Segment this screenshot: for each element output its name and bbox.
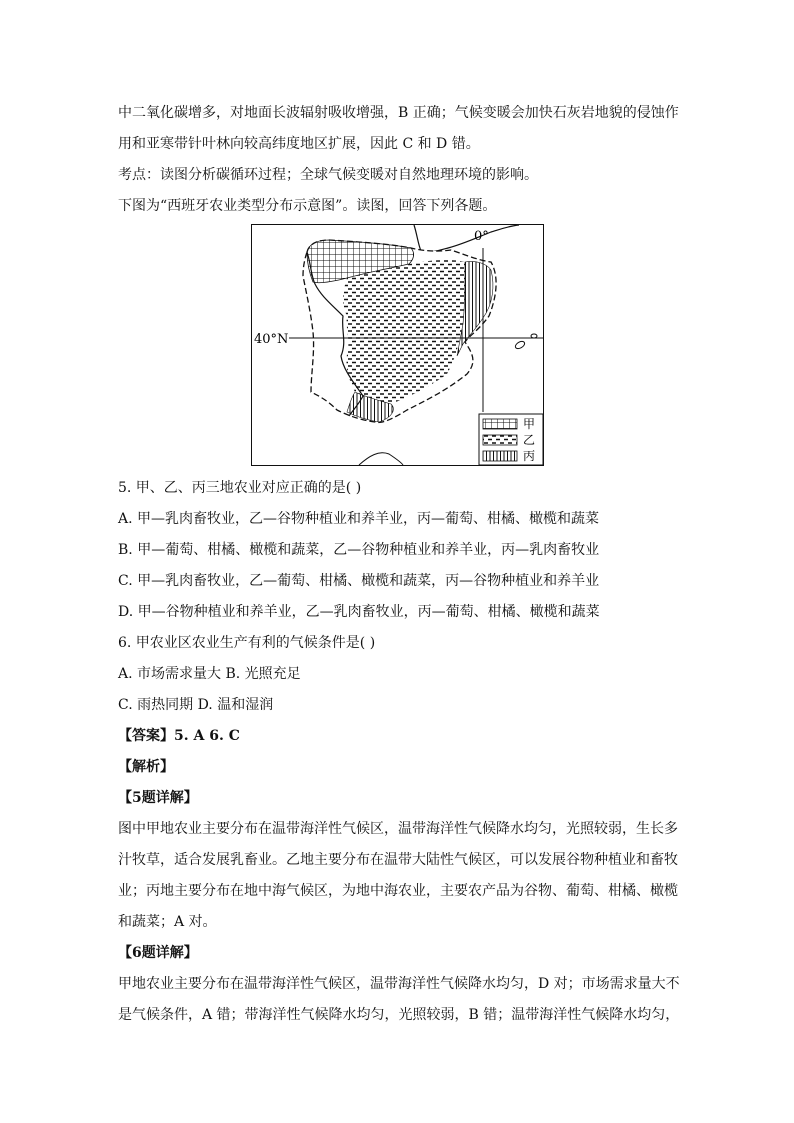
q5-detail-line: 和蔬菜；A 对。 — [118, 914, 217, 930]
q5-detail-line: 汁牧草，适合发展乳畜业。乙地主要分布在温带大陆性气候区，可以发展谷物种植业和畜牧 — [118, 852, 678, 868]
figure-intro: 下图为“西班牙农业类型分布示意图”。读图，回答下列各题。 — [118, 198, 497, 214]
question-5-option-a: A. 甲—乳肉畜牧业，乙—谷物种植业和养羊业，丙—葡萄、柑橘、橄榄和蔬菜 — [118, 511, 600, 527]
question-5-option-b: B. 甲—葡萄、柑橘、橄榄和蔬菜，乙—谷物种植业和养羊业，丙—乳肉畜牧业 — [118, 542, 600, 558]
meridian-label: 0° — [474, 229, 489, 244]
question-6-options-ab: A. 市场需求量大 B. 光照充足 — [118, 666, 301, 682]
parallel-label: 40°N — [254, 332, 289, 347]
q6-detail-line: 是气候条件，A 错；带海洋性气候降水均匀，光照较弱，B 错；温带海洋性气候降水均匀， — [118, 1007, 680, 1023]
q5-detail-line: 图中甲地农业主要分布在温带海洋性气候区，温带海洋性气候降水均匀，光照较弱，生长多 — [118, 821, 678, 837]
question-6-options-cd: C. 雨热同期 D. 温和湿润 — [118, 697, 274, 713]
text-line: 中二氧化碳增多，对地面长波辐射吸收增强，B 正确；气候变暖会加快石灰岩地貌的侵蚀作 — [118, 105, 679, 121]
spain-agriculture-map — [251, 224, 544, 466]
analysis-heading: 【解析】 — [118, 759, 174, 775]
legend-label-jia: 甲 — [523, 417, 536, 431]
question-5-option-c: C. 甲—乳肉畜牧业，乙—葡萄、柑橘、橄榄和蔬菜，丙—谷物种植业和养羊业 — [118, 573, 600, 589]
q6-detail-heading: 【6题详解】 — [118, 945, 198, 961]
legend-swatch-bing — [483, 451, 517, 461]
map-svg — [251, 224, 544, 466]
answer-line: 【答案】5. A 6. C — [118, 728, 240, 744]
question-5-option-d: D. 甲—谷物种植业和养羊业，乙—乳肉畜牧业，丙—葡萄、柑橘、橄榄和蔬菜 — [118, 604, 600, 620]
question-5-stem: 5. 甲、乙、丙三地农业对应正确的是( ) — [118, 480, 362, 496]
legend-swatch-yi — [483, 435, 517, 445]
legend-label-yi: 乙 — [523, 433, 536, 447]
q5-detail-heading: 【5题详解】 — [118, 790, 198, 806]
question-6-stem: 6. 甲农业区农业生产有利的气候条件是( ) — [118, 635, 376, 651]
q6-detail-line: 甲地农业主要分布在温带海洋性气候区，温带海洋性气候降水均匀，D 对；市场需求量大不 — [118, 976, 680, 992]
text-line: 考点：读图分析碳循环过程；全球气候变暖对自然地理环境的影响。 — [118, 167, 538, 183]
q5-detail-line: 业；丙地主要分布在地中海气候区，为地中海农业，主要农产品为谷物、葡萄、柑橘、橄榄 — [118, 883, 678, 899]
text-line: 用和亚寒带针叶林向较高纬度地区扩展，因此 C 和 D 错。 — [118, 136, 480, 152]
legend-swatch-jia — [483, 419, 517, 429]
legend-label-bing: 丙 — [523, 449, 536, 463]
